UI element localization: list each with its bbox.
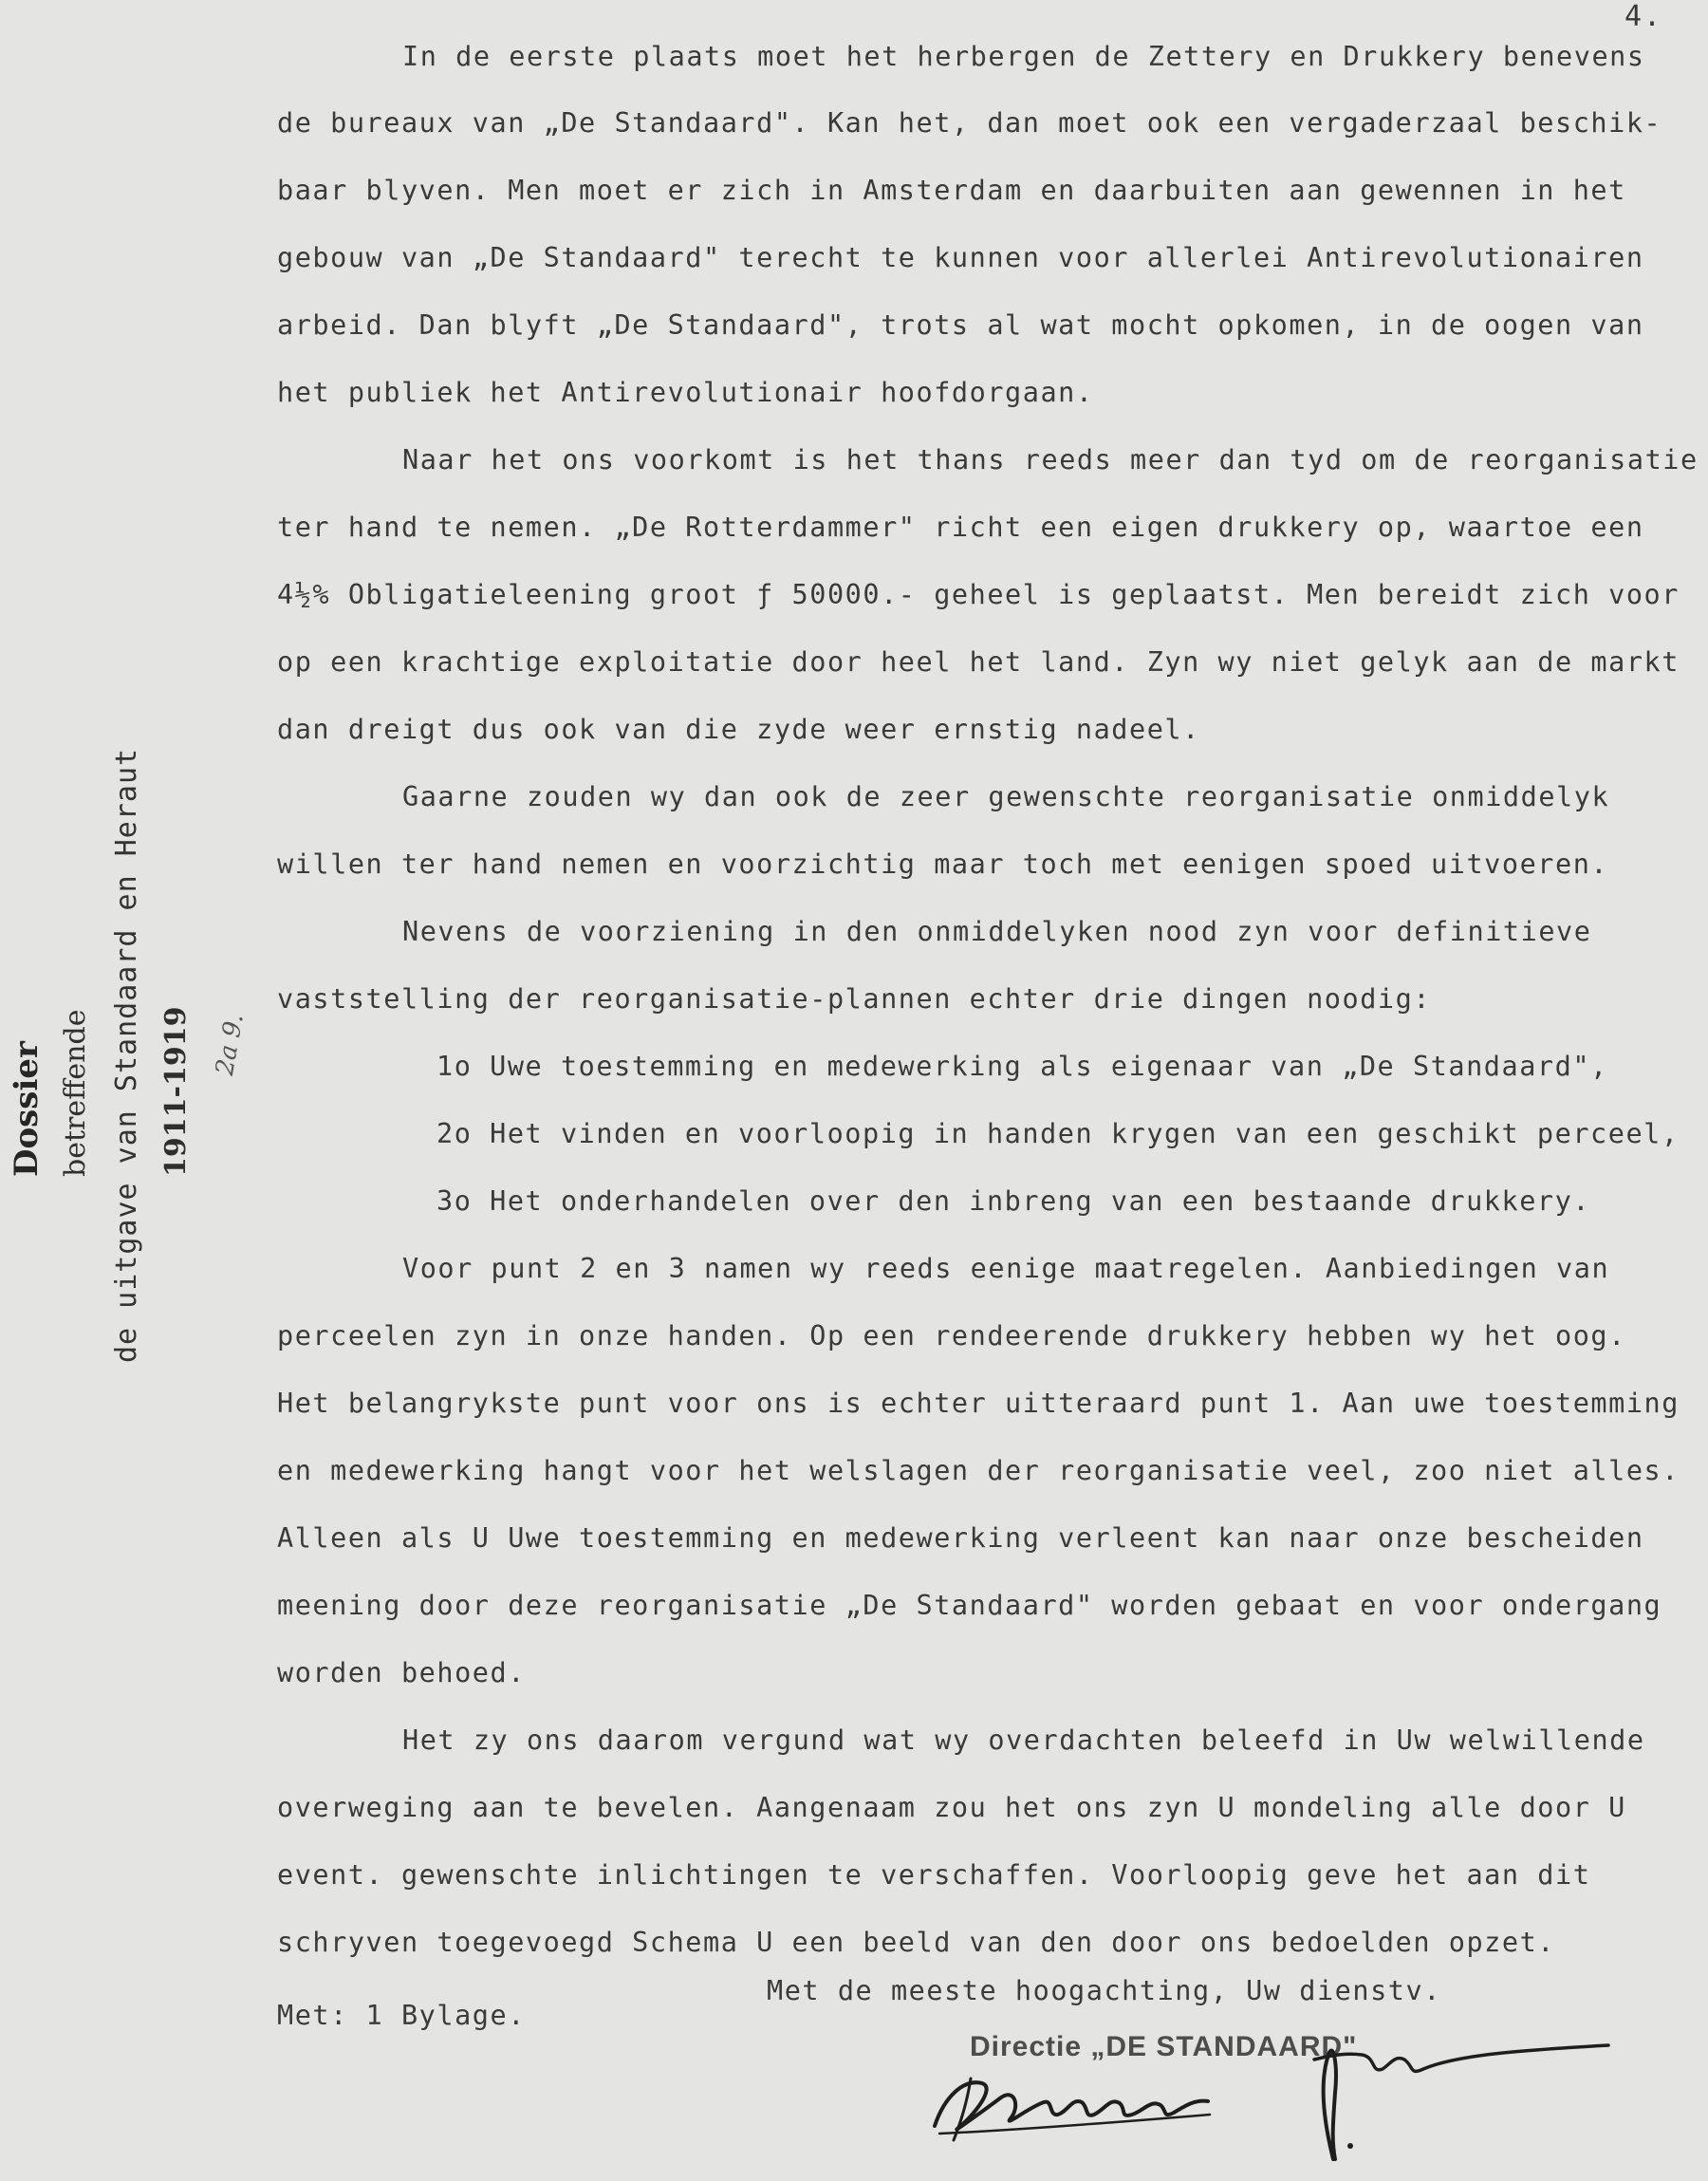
enclosure-note: Met: 1 Bylage. — [277, 2000, 526, 2031]
archive-stamp-years: 1911-1919 — [159, 1006, 193, 1177]
letter-line: schryven toegevoegd Schema U een beeld van den door ons bedoelden opzet. — [277, 1927, 1556, 1958]
letter-line: en medewerking hangt voor het welslagen der reorganisatie veel, zoo niet alles. — [277, 1455, 1680, 1486]
letter-line: ter hand te nemen. „De Rotterdammer" richt een eigen drukkery op, waartoe een — [277, 512, 1644, 543]
signature-right — [1295, 2026, 1623, 2173]
letter-line: 4½% Obligatieleening groot ƒ 50000.- geheel is geplaatst. Men bereidt zich voor — [277, 579, 1680, 610]
signature-left — [925, 2060, 1238, 2145]
letter-line: gebouw van „De Standaard" terecht te kunnen voor allerlei Antirevolutionairen — [277, 242, 1644, 273]
archive-stamp-subtitle: betreffende — [59, 1009, 92, 1177]
list-item: 3o Het onderhandelen over den inbreng van een bestaande drukkery. — [436, 1185, 1591, 1217]
letter-line: Gaarne zouden wy dan ook de zeer gewenschte reorganisatie onmiddelyk — [402, 781, 1610, 812]
letter-line: perceelen zyn in onze handen. Op een rendeerende drukkery hebben wy het oog. — [277, 1320, 1626, 1351]
letter-line: Nevens de voorziening in den onmiddelyken nood zyn voor definitieve — [402, 916, 1592, 947]
list-item: 1o Uwe toestemming en medewerking als eigenaar van „De Standaard", — [436, 1051, 1608, 1082]
letter-line: op een krachtige exploitatie door heel het land. Zyn wy niet gelyk aan de markt — [277, 646, 1680, 678]
signature-stamp: Directie „DE STANDAARD" — [970, 2031, 1358, 2062]
letter-line: Alleen als U Uwe toestemming en medewerking verleent kan naar onze bescheiden — [277, 1522, 1644, 1554]
letter-line: dan dreigt dus ook van die zyde weer ernstig nadeel. — [277, 714, 1200, 745]
letter-line: meening door deze reorganisatie „De Standaard" worden gebaat en voor ondergang — [277, 1590, 1662, 1621]
letter-line: Het zy ons daarom vergund wat wy overdachten beleefd in Uw welwillende — [402, 1724, 1645, 1756]
letter-line: willen ter hand nemen en voorzichtig maar toch met eenigen spoed uitvoeren. — [277, 848, 1609, 880]
letter-line: baar blyven. Men moet er zich in Amsterdam en daarbuiten aan gewennen in het — [277, 175, 1626, 206]
letter-line: Het belangrykste punt voor ons is echter uitteraard punt 1. Aan uwe toestemming — [277, 1388, 1680, 1419]
letter-line: In de eerste plaats moet het herbergen de Zettery en Drukkery benevens — [402, 41, 1645, 72]
archive-stamp-publication: de uitgave van Standaard en Heraut — [110, 747, 143, 1363]
letter-line: event. gewenschte inlichtingen te verschaffen. Voorloopig geve het aan dit — [277, 1859, 1591, 1891]
letter-line: vaststelling der reorganisatie-plannen echter drie dingen noodig: — [277, 983, 1432, 1015]
page-number: 4. — [1624, 0, 1663, 33]
pencil-note: 2a 9. — [211, 1011, 250, 1078]
letter-line: arbeid. Dan blyft „De Standaard", trots al wat mocht opkomen, in de oogen van — [277, 309, 1644, 341]
letter-line: Naar het ons voorkomt is het thans reeds meer dan tyd om de reorganisatie — [402, 444, 1699, 475]
closing-salutation: Met de meeste hoogachting, Uw dienstv. — [767, 1975, 1441, 2006]
list-item: 2o Het vinden en voorloopig in handen krygen van een geschikt perceel, — [436, 1118, 1680, 1149]
letter-line: worden behoed. — [277, 1657, 526, 1688]
archive-stamp-title: Dossier — [8, 1041, 46, 1177]
letter-line: de bureaux van „De Standaard". Kan het, dan moet ook een vergaderzaal beschik- — [277, 107, 1662, 139]
letter-line: het publiek het Antirevolutionair hoofdorgaan. — [277, 377, 1094, 408]
letter-line: overweging aan te bevelen. Aangenaam zou het ons zyn U mondeling alle door U — [277, 1792, 1626, 1823]
letter-line: Voor punt 2 en 3 namen wy reeds eenige maatregelen. Aanbiedingen van — [402, 1253, 1610, 1284]
